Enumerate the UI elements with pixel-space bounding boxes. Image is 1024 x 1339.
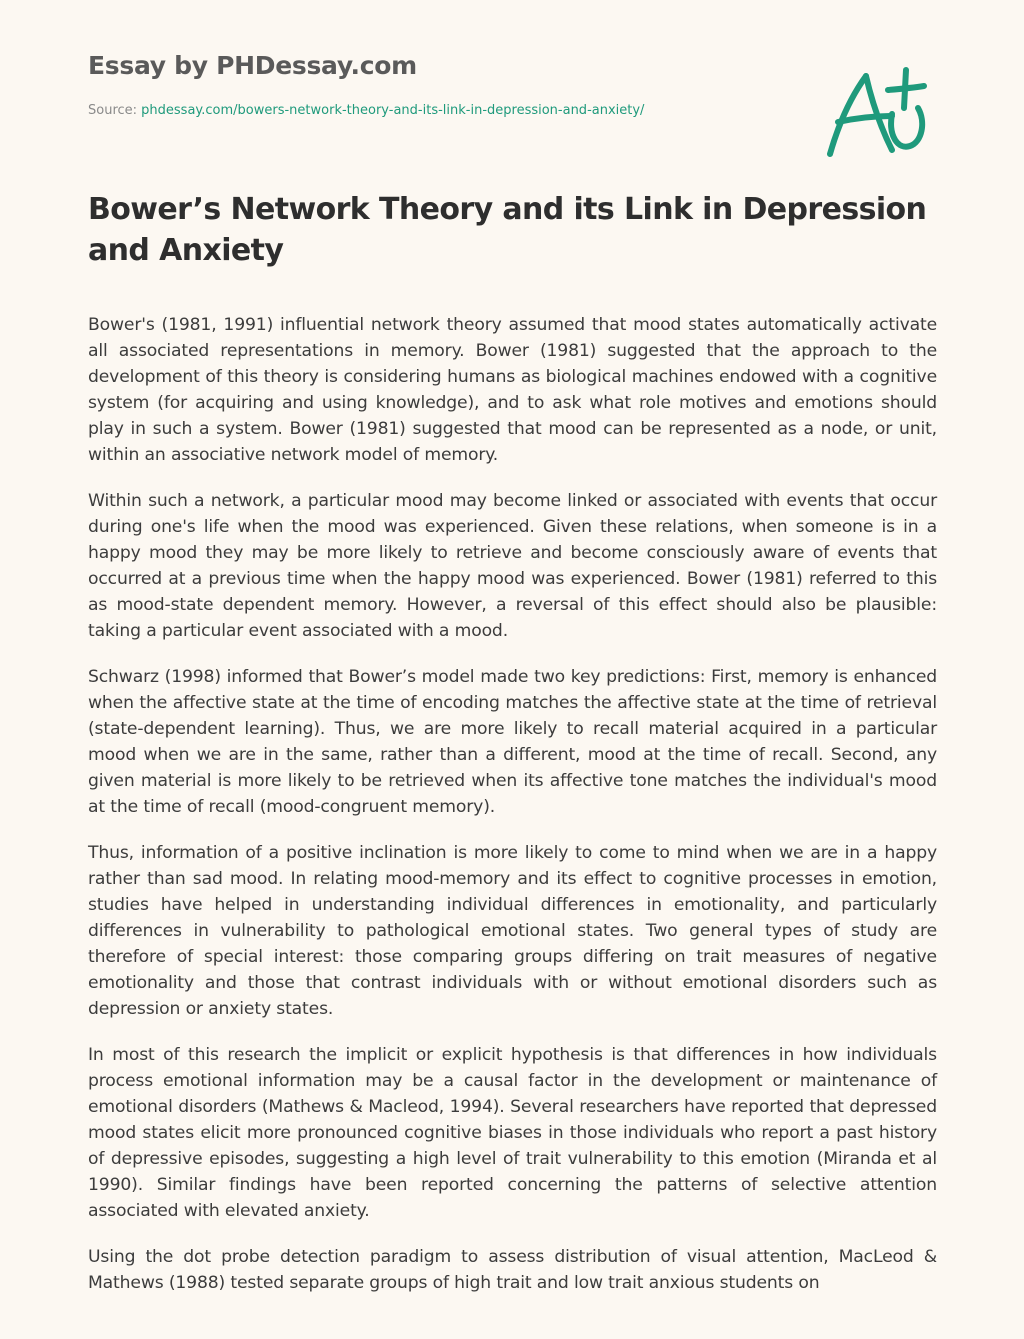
article-title: Bower’s Network Theory and its Link in Depression and Anxiety xyxy=(88,192,927,268)
paragraph: Thus, information of a positive inclination is more likely to come to mind when we are in a happy rather than sad mood. In relating mood-memory and its effect to cognitive processes in emotion, studies have helped in understanding individual differences in emotionality, and particularly differences in vulnerability to pathological emotional states. Two general types of study are therefore of special interest: those comparing groups differing on trait measures of negative emotionality and those that contrast individuals with or without emotional disorders such as depression or anxiety states. xyxy=(88,843,937,1019)
paragraph: Schwarz (1998) informed that Bower’s model made two key predictions: First, memory is enhanced when the affective state at the time of encoding matches the affective state at the time of retrieval (state-dependent learning). Thus, we are more likely to recall material acquired in a particular mood when we are in the same, rather than a different, mood at the time of recall. Second, any given material is more likely to be retrieved when its affective tone matches the individual's mood at the time of recall (mood-congruent memory). xyxy=(88,667,937,817)
source-link[interactable]: phdessay.com/bowers-network-theory-and-its-link-in-depression-and-anxiety/ xyxy=(141,103,645,118)
paragraph: Within such a network, a particular mood may become linked or associated with events that occur during one's life when the mood was experienced. Given these relations, when someone is in a happy mood they may be more likely to retrieve and become consciously aware of events that occurred at a previous time when the happy mood was experienced. Bower (1981) referred to this as mood-state dependent memory. However, a reversal of this effect should also be plausible: taking a particular event associated with a mood. xyxy=(88,491,937,641)
source-label: Source: xyxy=(88,103,138,118)
site-header xyxy=(88,48,788,120)
site-title: Essay by PHDessay.com xyxy=(88,51,417,80)
paragraph: Bower's (1981, 1991) influential network theory assumed that mood states automatically activate all associated representations in memory. Bower (1981) suggested that the approach to the development of this theory is considering humans as biological machines endowed with a cognitive system (for acquiring and using knowledge), and to ask what role motives and emotions should play in such a system. Bower (1981) suggested that mood can be represented as a node, or unit, within an associative network model of memory. xyxy=(88,315,937,465)
source-line xyxy=(88,102,788,120)
paragraph: Using the dot probe detection paradigm to assess distribution of visual attention, MacLeod & Mathews (1988) tested separate groups of high trait and low trait anxious students on xyxy=(88,1247,937,1293)
a-plus-logo-icon xyxy=(822,64,932,164)
paragraph: In most of this research the implicit or explicit hypothesis is that differences in how individuals process emotional information may be a causal factor in the development or maintenance of emotional disorders (Mathews & Macleod, 1994). Several researchers have reported that depressed mood states elicit more pronounced cognitive biases in those individuals who report a past history of depressive episodes, suggesting a high level of trait vulnerability to this emotion (Miranda et al 1990). Similar findings have been reported concerning the patterns of selective attention associated with elevated anxiety. xyxy=(88,1045,937,1221)
article-body xyxy=(88,312,937,1316)
